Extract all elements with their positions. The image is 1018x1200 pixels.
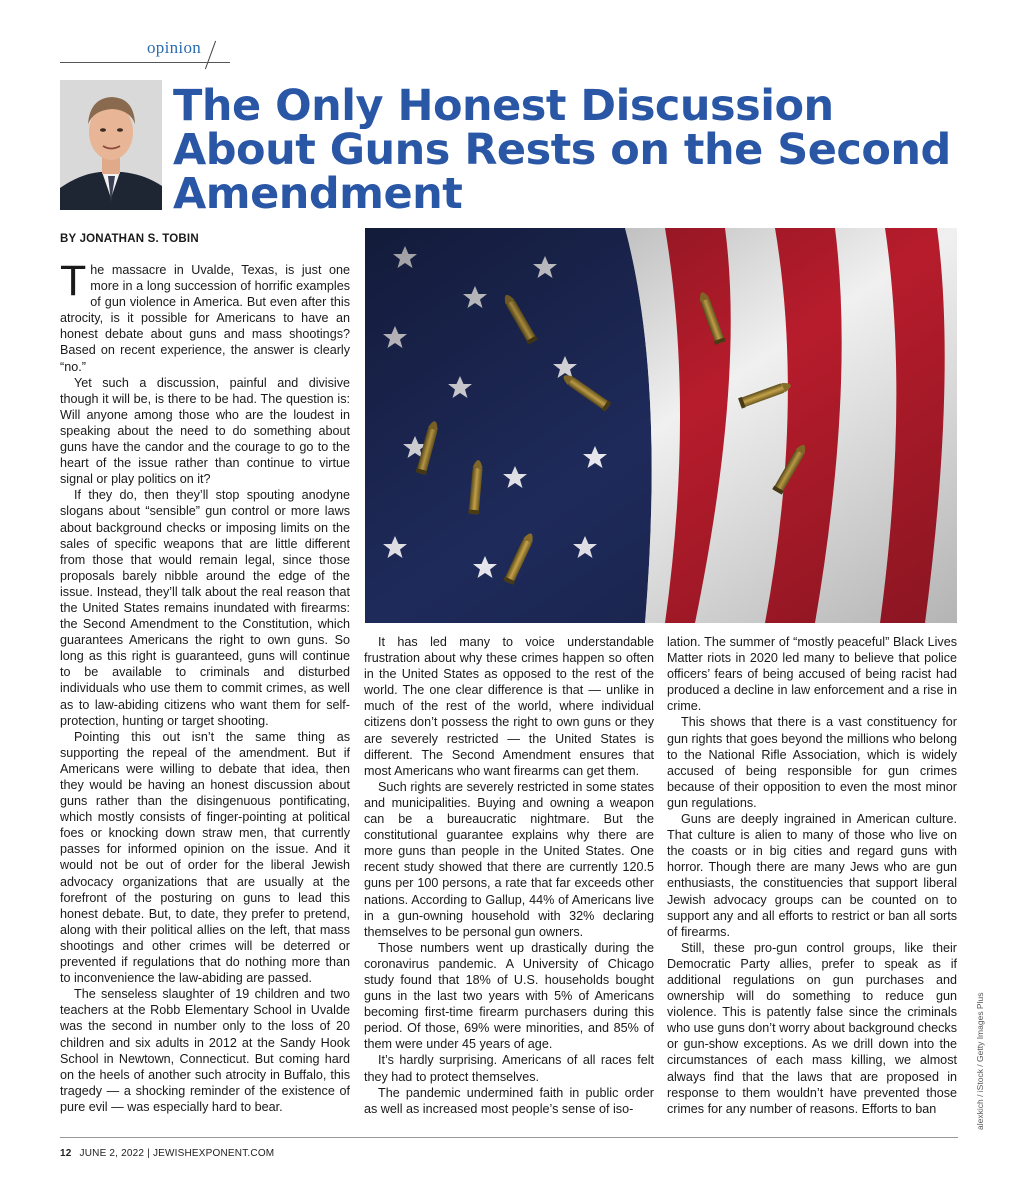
- article-paragraph: This shows that there is a vast constituency for gun rights that goes beyond the millions who belong to the National Rifle Association, which is widely accused of being responsible for gun crimes because of their opposition to even the most minor gun regulations.: [667, 715, 957, 810]
- section-label: opinion: [147, 38, 202, 57]
- article-paragraph: lation. The summer of “mostly peaceful” Black Lives Matter riots in 2020 led many to believe that police officers’ fears of being accused of being racist had produced a decline in law enforcement and a rise in crime.: [667, 635, 957, 714]
- headline: The Only Honest Discussion About Guns Rests on the Second Amendment: [173, 81, 951, 219]
- section-slash: [205, 41, 216, 70]
- article-column-1: [60, 257, 350, 1115]
- article-paragraph: Guns are deeply ingrained in American culture. That culture is alien to many of those who live on the coasts or in big cities and regard guns with horror. Though there are many Jews who are gun enthusiasts, the constituencies that support liberal Jewish advocacy groups can be counted on to support any and all efforts to restrict or ban all sorts of firearms.: [667, 812, 957, 939]
- drop-cap: T: [60, 257, 87, 305]
- footer-date-site: JUNE 2, 2022 | JEWISHEXPONENT.COM: [79, 1148, 275, 1159]
- photo-credit: alexkich / iStock / Getty Images Plus: [975, 992, 985, 1130]
- article-paragraph: [60, 257, 350, 375]
- article-paragraph: It has led many to voice understandable frustration about why these crimes happen so often in the United States as opposed to the rest of the world. The one clear difference is that — unlike in much of the rest of the world, where individual citizens don’t possess the right to own guns or they are severely restricted — the United States is different. The Second Amendment ensures that most Americans who want firearms can get them.: [364, 635, 654, 778]
- page-footer: [60, 1148, 274, 1159]
- article-paragraph: If they do, then they’ll stop spouting anodyne slogans about “sensible” gun control or more laws about background checks or imposing limits on the sales of specific weapons that are little different from those that would remain legal, since those proposals barely nibble around the edge of the issue. Instead, they’ll talk about the real reason that the United States remains inundated with firearms: the Second Amendment to the Constitution, which guarantees Americans the right to own guns. So long as this right is guaranteed, guns will continue to be available to criminals and disturbed individuals who use them to commit crimes, as well as to law-abiding citizens who want them for self-protection, hunting or target shooting.: [60, 488, 350, 728]
- article-column-3: [667, 634, 957, 1117]
- article-paragraph: It’s hardly surprising. Americans of all races felt they had to protect themselves.: [364, 1053, 654, 1084]
- page-number: 12: [60, 1148, 72, 1159]
- section-rule: [60, 62, 230, 63]
- article-paragraph: Pointing this out isn’t the same thing as supporting the repeal of the amendment. But if Americans were willing to debate that idea, then they would be having an honest discussion about guns rather than the disingenuous pontificating, which mostly consists of finger-pointing at political foes or knocking down straw men, that currently passes for informed opinion on the issue. And it would not be out of order for the liberal Jewish advocacy organizations that are usually at the forefront of the posturing on guns to lead this honest debate. But, to date, they prefer to pretend, along with their political allies on the left, that mass shootings and other crimes will be deterred or prevented if regulations that do nothing more than to inconvenience the law-abiding are passed.: [60, 729, 350, 986]
- byline: BY JONATHAN S. TOBIN: [60, 233, 199, 245]
- article-column-2: [364, 634, 654, 1117]
- article-paragraph: Yet such a discussion, painful and divisive though it will be, is there to be had. The question is: Will anyone among those who are the loudest in speaking about the need to do something about guns have the candor and the courage to go to the heart of the issue rather than continue to virtue signal or play politics on it?: [60, 375, 350, 487]
- footer-rule: [60, 1137, 958, 1138]
- author-photo: [60, 80, 162, 210]
- article-paragraph: Still, these pro-gun control groups, like their Democratic Party allies, prefer to speak as if additional regulations on gun purchases and ownership will do something to reduce gun violence. This is patently false since the criminals who use guns don’t worry about background checks or gun-show exceptions. As we drill down into the circumstances of each mass killing, we almost always find that the laws that are proposed in response to them wouldn’t have prevented those crimes for any number of reasons. Efforts to ban: [667, 940, 957, 1116]
- paragraph-text: he massacre in Uvalde, Texas, is just one more in a long succession of horrific examples of gun violence in America. But even after this atrocity, is it possible for Americans to have an honest debate about guns and mass shootings? Based on recent experience, the answer is clearly “no.”: [60, 263, 350, 374]
- article-paragraph: The senseless slaughter of 19 children and two teachers at the Robb Elementary School in Uvalde was the second in number only to the loss of 20 children and six adults in 2012 at the Sandy Hook School in Newtown, Connecticut. But coming hard on the heels of another such atrocity in Buffalo, this tragedy — a shocking reminder of the existence of pure evil — was especially hard to bear.: [60, 987, 350, 1114]
- article-paragraph: The pandemic undermined faith in public order as well as increased most people’s sense of iso-: [364, 1085, 654, 1116]
- flag-bullets-photo: [365, 228, 957, 623]
- article-paragraph: Such rights are severely restricted in some states and municipalities. Buying and owning a weapon can be a bureaucratic nightmare. But the constitutional guarantee explains why there are more guns than people in the United States. One recent study showed that there are currently 120.5 guns per 100 persons, a rate that far exceeds other nations. According to Gallup, 44% of Americans live in a gun-owning household with 32% declaring themselves to be personal gun owners.: [364, 779, 654, 939]
- article-paragraph: Those numbers went up drastically during the coronavirus pandemic. A University of Chicago study found that 18% of U.S. households bought guns in the last two years with 5% of Americans becoming first-time firearm purchasers during this period. Of those, 69% were minorities, and 85% of them were under 45 years of age.: [364, 940, 654, 1052]
